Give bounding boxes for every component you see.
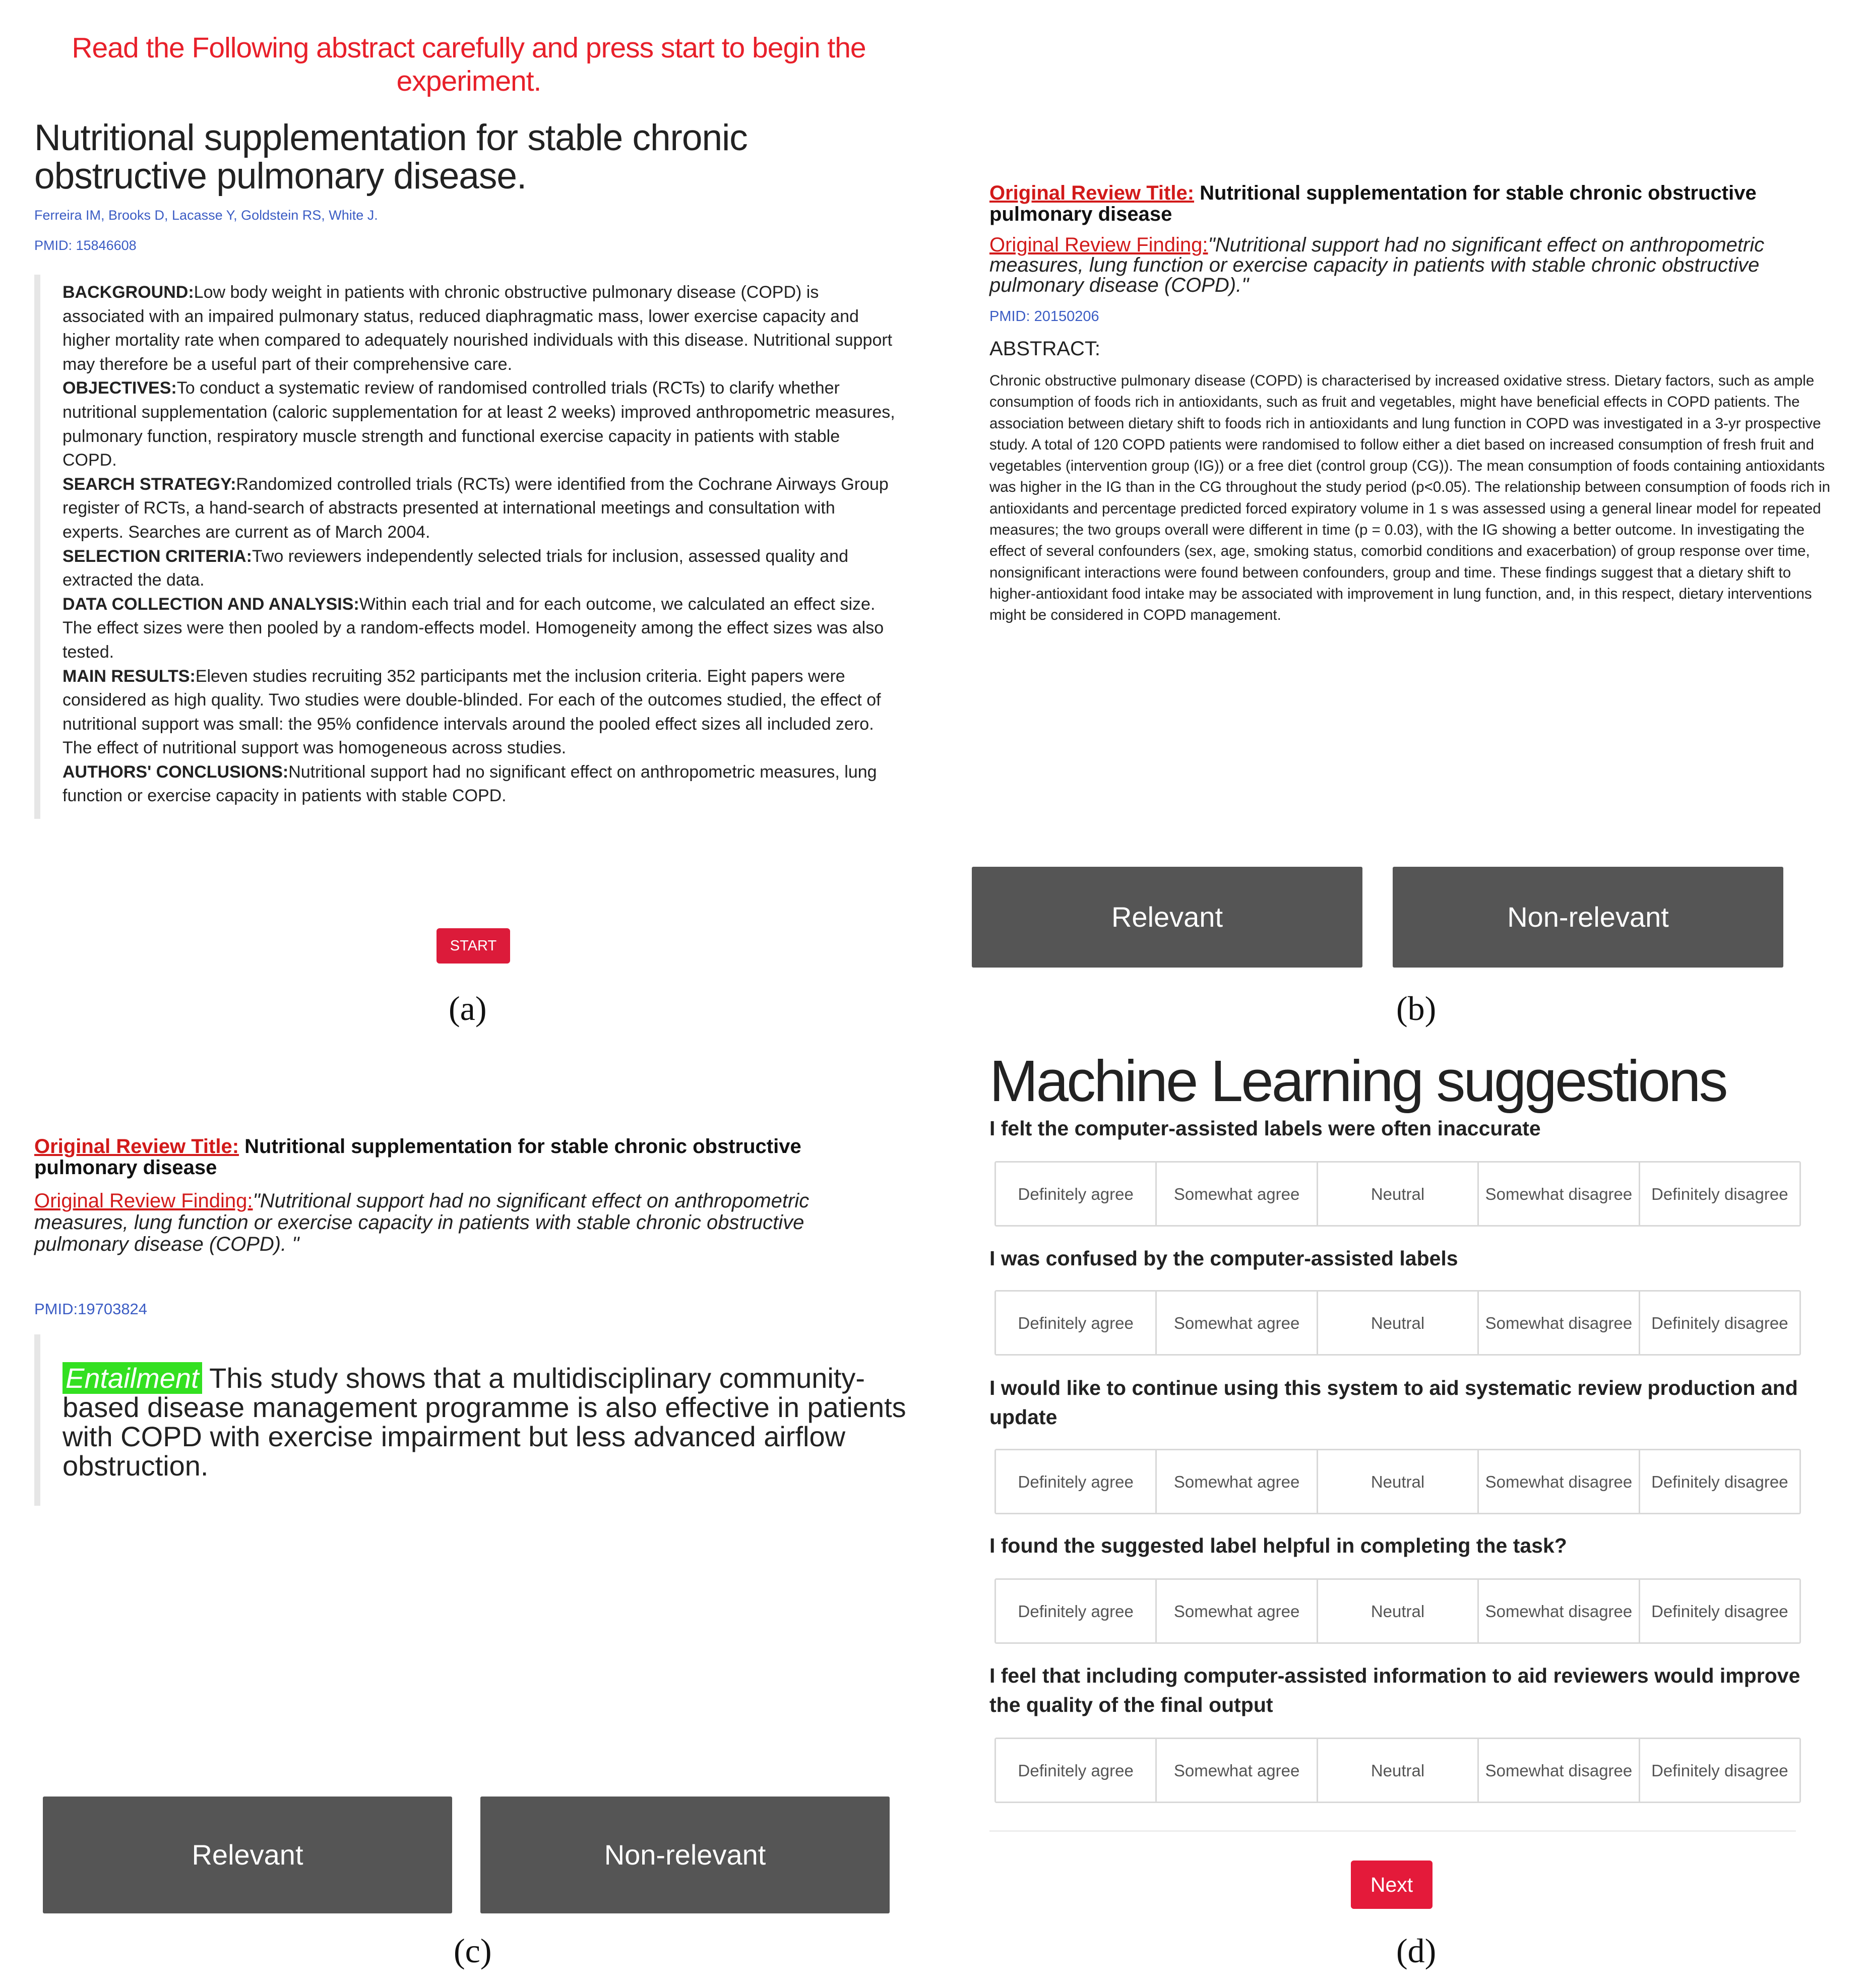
entailment-badge: Entailment: [63, 1362, 202, 1394]
option-somewhat-disagree[interactable]: Somewhat disagree: [1479, 1450, 1640, 1513]
option-definitely-agree[interactable]: Definitely agree: [996, 1163, 1157, 1225]
option-definitely-agree[interactable]: Definitely agree: [996, 1739, 1157, 1802]
caption-d: (d): [1396, 1932, 1437, 1970]
section-label: MAIN RESULTS:: [63, 666, 196, 686]
review-finding-text: "Nutritional support had no significant effect on anthropometric measures, lung function or exercise capacity in patients with stable chronic obstructive pulmonary disease (COPD).": [989, 234, 1765, 296]
section-label: SEARCH STRATEGY:: [63, 474, 236, 494]
section-text: Nutritional support had no significant effect on anthropometric measures, lung function or exercise capacity in patients with stable COPD.: [63, 762, 877, 806]
abstract-body: [34, 275, 896, 819]
question-1: I felt the computer-assisted labels were often inaccurate: [989, 1117, 1541, 1140]
question-5: I feel that including computer-assisted information to aid reviewers would improve the quality of the final output: [989, 1664, 1800, 1716]
option-somewhat-agree[interactable]: Somewhat agree: [1157, 1292, 1318, 1354]
instruction-text: Read the Following abstract carefully and press start to begin the experiment.: [72, 32, 866, 97]
abstract-section-objectives: [63, 376, 896, 472]
review-title-label: Original Review Title:: [989, 182, 1195, 204]
suggestion-box: [34, 1334, 911, 1506]
caption-c: (c): [454, 1932, 492, 1970]
option-definitely-disagree[interactable]: Definitely disagree: [1640, 1450, 1799, 1513]
abstract-section-data-collection: [63, 593, 896, 665]
pmid-link[interactable]: PMID:19703824: [34, 1300, 148, 1318]
review-finding-text: "Nutritional support had no significant effect on anthropometric measures, lung function or exercise capacity in patients with stable chronic obstructive pulmonary disease (COPD). ": [34, 1190, 810, 1255]
question-4: I found the suggested label helpful in completing the task?: [989, 1534, 1567, 1557]
authors-link[interactable]: Ferreira IM, Brooks D, Lacasse Y, Goldstein RS, White J.: [34, 208, 378, 223]
option-definitely-disagree[interactable]: Definitely disagree: [1640, 1292, 1799, 1354]
panel-a-abstract-reading: [0, 0, 934, 1038]
likert-scale-3: [994, 1449, 1801, 1514]
option-neutral[interactable]: Neutral: [1318, 1450, 1479, 1513]
option-neutral[interactable]: Neutral: [1318, 1739, 1479, 1802]
next-button[interactable]: Next: [1351, 1861, 1433, 1909]
original-review-finding: [989, 235, 1821, 295]
review-finding-label: Original Review Finding:: [989, 234, 1208, 256]
pmid-link[interactable]: PMID: 15846608: [34, 238, 137, 253]
panel-b-relevance-judgement: [934, 0, 1868, 1038]
relevant-button[interactable]: Relevant: [972, 867, 1362, 968]
option-somewhat-disagree[interactable]: Somewhat disagree: [1479, 1163, 1640, 1225]
option-neutral[interactable]: Neutral: [1318, 1163, 1479, 1225]
abstract-text: Chronic obstructive pulmonary disease (COPD) is characterised by increased oxidative stress. Dietary factors, such as ample consumption of foods rich in antioxidants, such as fruit and vegetables, might have beneficial effects in COPD patients. The association between dietary shift to foods rich in antioxidants and lung function in COPD was investigated in a 3-yr prospective study. A total of 120 COPD patients were randomised to follow either a diet based on increased consumption of fresh fruit and vegetables (intervention group (IG)) or a free diet (control group (CG)). The mean consumption of foods containing antioxidants was higher in the IG than in the CG throughout the study period (p<0.05). The relationship between consumption of foods rich in antioxidants and percentage predicted forced expiratory volume in 1 s was assessed using a general linear model for repeated measures; the two groups overall were different in time (p = 0.03), with the IG showing a better outcome. In investigating the effect of several confounders (sex, age, smoking status, comorbid conditions and exacerbation) of group response over time, nonsignificant interactions were found between confounders, group and time. These findings suggest that a dietary shift to higher-antioxidant food intake may be associated with improvement in lung function, and, in this respect, dietary interventions might be considered in COPD management.: [989, 372, 1831, 624]
section-text: Randomized controlled trials (RCTs) were identified from the Cochrane Airways Group register of RCTs, a hand-search of abstracts presented at international meetings and consultation with experts. Searches are current as of March 2004.: [63, 474, 889, 542]
section-label: SELECTION CRITERIA:: [63, 546, 252, 566]
non-relevant-button[interactable]: Non-relevant: [480, 1797, 890, 1913]
review-title-text: Nutritional supplementation for stable chronic obstructive pulmonary disease: [34, 1135, 801, 1179]
pmid-link[interactable]: PMID: 20150206: [989, 308, 1099, 325]
abstract-heading: ABSTRACT:: [989, 338, 1101, 360]
non-relevant-button[interactable]: Non-relevant: [1393, 867, 1783, 968]
divider: [989, 1830, 1796, 1832]
original-review-title: [34, 1136, 871, 1178]
caption-b: (b): [1396, 989, 1437, 1028]
option-neutral[interactable]: Neutral: [1318, 1580, 1479, 1642]
original-review-finding: [34, 1190, 871, 1255]
abstract-section-background: [63, 281, 896, 376]
option-somewhat-agree[interactable]: Somewhat agree: [1157, 1163, 1318, 1225]
review-finding-label: Original Review Finding:: [34, 1190, 253, 1212]
section-label: OBJECTIVES:: [63, 378, 177, 398]
option-definitely-disagree[interactable]: Definitely disagree: [1640, 1580, 1799, 1642]
option-definitely-agree[interactable]: Definitely agree: [996, 1580, 1157, 1642]
abstract-section-selection-criteria: [63, 545, 896, 593]
option-definitely-agree[interactable]: Definitely agree: [996, 1450, 1157, 1513]
questionnaire-title: Machine Learning suggestions: [989, 1048, 1726, 1114]
panel-c-entailment-suggestion: [0, 1038, 934, 1988]
option-somewhat-agree[interactable]: Somewhat agree: [1157, 1450, 1318, 1513]
abstract-section-main-results: [63, 665, 896, 760]
section-label: BACKGROUND:: [63, 283, 194, 302]
section-text: Two reviewers independently selected trials for inclusion, assessed quality and extracted the data.: [63, 546, 848, 590]
option-definitely-disagree[interactable]: Definitely disagree: [1640, 1739, 1799, 1802]
option-somewhat-disagree[interactable]: Somewhat disagree: [1479, 1580, 1640, 1642]
likert-scale-4: [994, 1578, 1801, 1644]
section-text: Eleven studies recruiting 352 participants met the inclusion criteria. Eight papers were considered as high quality. Two studies were double-blinded. For each of the outcomes studied, the effect of nutritional support was small: the 95% confidence intervals around the pooled effect sizes all included zero. The effect of nutritional support was homogeneous across studies.: [63, 666, 881, 758]
abstract-title: Nutritional supplementation for stable chronic obstructive pulmonary disease.: [34, 117, 748, 197]
abstract-section-search-strategy: [63, 473, 896, 545]
section-text: Within each trial and for each outcome, we calculated an effect size. The effect sizes were then pooled by a random-effects model. Homogeneity among the effect sizes was also tested.: [63, 594, 884, 662]
option-definitely-disagree[interactable]: Definitely disagree: [1640, 1163, 1799, 1225]
section-label: DATA COLLECTION AND ANALYSIS:: [63, 594, 359, 614]
relevant-button[interactable]: Relevant: [43, 1797, 452, 1913]
review-title-text: Nutritional supplementation for stable chronic obstructive pulmonary disease: [989, 182, 1757, 225]
section-text: To conduct a systematic review of randomised controlled trials (RCTs) to clarify whether nutritional supplementation (caloric supplementation for at least 2 weeks) improved anthropometric measures, pulmonary function, respiratory muscle strength and functional exercise capacity in patients with stable COPD.: [63, 378, 895, 470]
option-somewhat-disagree[interactable]: Somewhat disagree: [1479, 1292, 1640, 1354]
likert-scale-1: [994, 1161, 1801, 1227]
likert-scale-5: [994, 1738, 1801, 1803]
section-label: AUTHORS' CONCLUSIONS:: [63, 762, 289, 782]
option-neutral[interactable]: Neutral: [1318, 1292, 1479, 1354]
option-somewhat-agree[interactable]: Somewhat agree: [1157, 1739, 1318, 1802]
original-review-title: [989, 182, 1821, 225]
question-3: I would like to continue using this system to aid systematic review production and update: [989, 1376, 1798, 1429]
abstract-section-conclusions: [63, 760, 896, 808]
start-button[interactable]: START: [437, 928, 510, 964]
option-somewhat-agree[interactable]: Somewhat agree: [1157, 1580, 1318, 1642]
option-definitely-agree[interactable]: Definitely agree: [996, 1292, 1157, 1354]
section-text: Low body weight in patients with chronic obstructive pulmonary disease (COPD) is associated with an impaired pulmonary status, reduced diaphragmatic mass, lower exercise capacity and higher mortality rate when compared to adequately nourished individuals with this disease. Nutritional support may therefore be a useful part of their comprehensive care.: [63, 283, 893, 374]
review-title-label: Original Review Title:: [34, 1135, 239, 1158]
suggestion-sentence: This study shows that a multidisciplinary community-based disease management programme is also effective in patients with COPD with exercise impairment but less advanced airflow obstruction.: [63, 1362, 906, 1482]
panel-d-questionnaire: [934, 1038, 1868, 1988]
caption-a: (a): [449, 989, 487, 1028]
likert-scale-2: [994, 1290, 1801, 1356]
question-2: I was confused by the computer-assisted labels: [989, 1247, 1458, 1270]
option-somewhat-disagree[interactable]: Somewhat disagree: [1479, 1739, 1640, 1802]
